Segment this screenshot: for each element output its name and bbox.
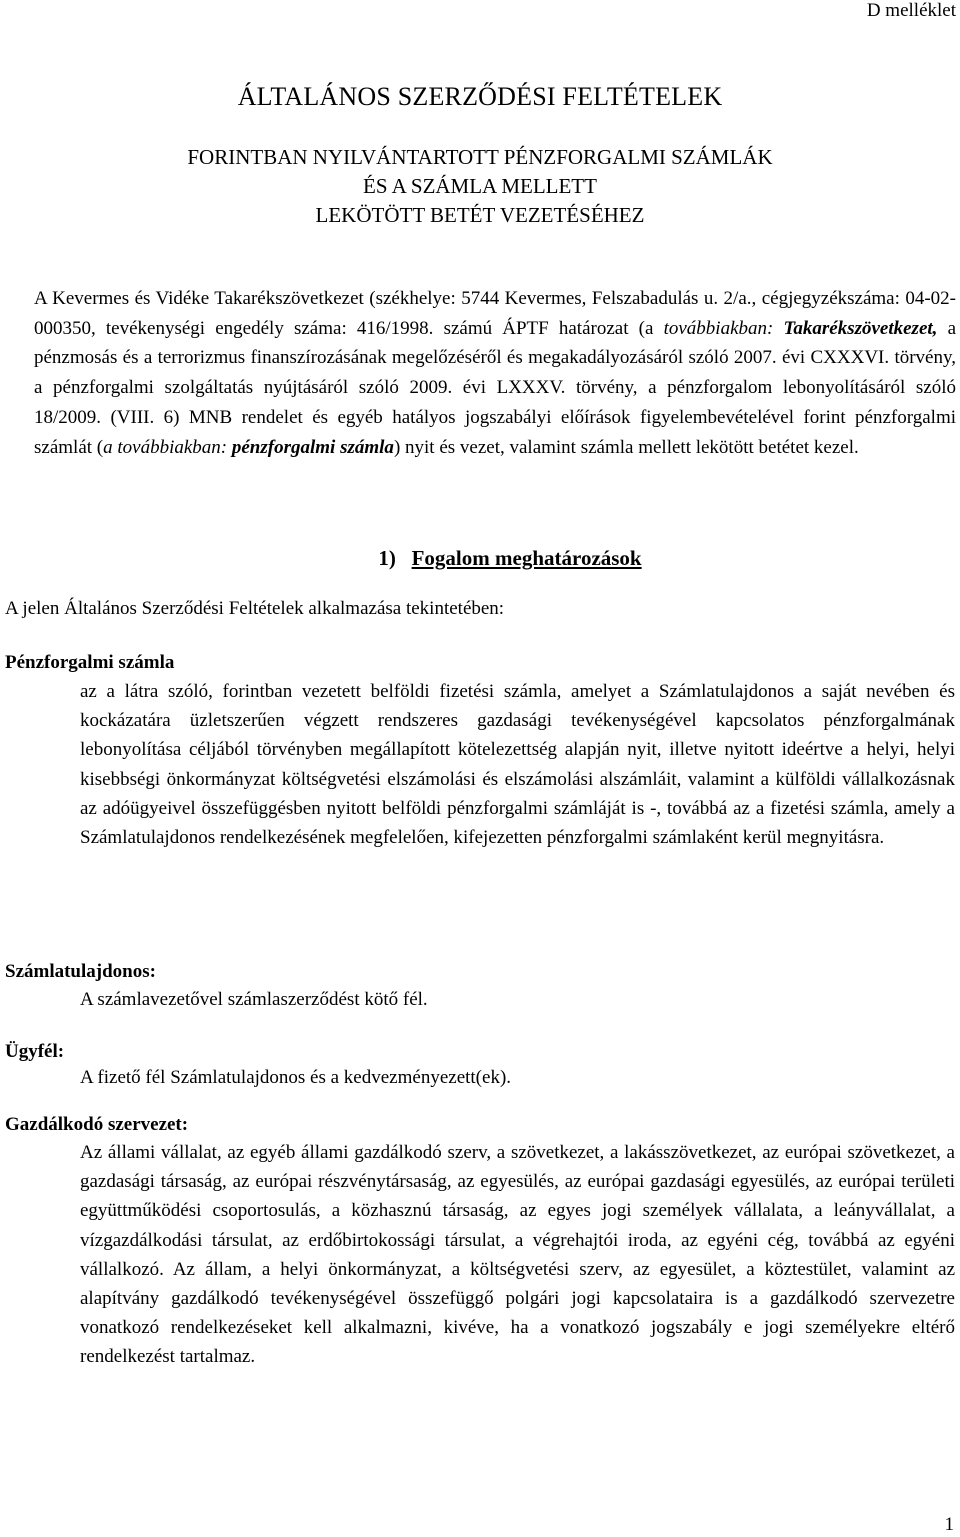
intro-paragraph: [34, 284, 956, 462]
intro-italic-1: továbbiakban:: [663, 317, 774, 339]
definition-szamlatulajdonos: A számlavezetővel számlaszerződést kötő fél.: [80, 989, 428, 1010]
definition-ugyfel: A fizető fél Számlatulajdonos és a kedvezményezett(ek).: [80, 1067, 512, 1088]
section-title: Fogalom meghatározások: [411, 546, 642, 570]
term-szamlatulajdonos: Számlatulajdonos:: [5, 961, 156, 982]
lead-paragraph: A jelen Általános Szerződési Feltételek alkalmazása tekintetében:: [5, 598, 505, 619]
intro-bold-italic-1: Takarékszövetkezet,: [783, 317, 938, 339]
subtitle-line-3: LEKÖTÖTT BETÉT VEZETÉSÉHEZ: [315, 203, 645, 227]
definition-gazdalkodo-szervezet: Az állami vállalat, az egyéb állami gazdálkodó szerv, a szövetkezet, a lakásszövetkezet, az európai szövetkezet, a gazdasági társaság, az európai részvénytársaság, az egyesülés, az európai gazdasági egyesülés, az európai területi együttműködési csoportosulás, a közhasznú társaság, az egyes jogi személyek vállalata, a leányvállalat, a vízgazdálkodási társulat, az erdőbirtokossági társulat, a végrehajtói iroda, az egyéni cég, továbbá az egyéni vállalkozó. Az állam, a helyi önkormányzat, a költségvetési szerv, az egyesület, a köztestület, valamint az alapítvány gazdálkodó tevékenységével összefüggő polgári jogi kapcsolataira is a gazdálkodó szervezetre vonatkozó rendelkezéseket kell alkalmazni, kivéve, ha a vonatkozó jogszabály e jogi személyekre eltérő rendelkezést tartalmaz.: [80, 1142, 955, 1368]
document-title: ÁLTALÁNOS SZERZŐDÉSI FELTÉTELEK: [237, 82, 723, 111]
intro-text-1: A Kevermes és Vidéke Takarékszövetkezet (székhelye: 5744 Kevermes, Felszabadulás u. 2/a., cégjegyzékszáma: 04-02-000350, tevékenységi engedély száma: 416/1998. számú ÁPTF határozat (a: [34, 288, 956, 339]
intro-italic-2: a továbbiakban:: [103, 436, 228, 458]
term-gazdalkodo-szervezet: Gazdálkodó szervezet:: [5, 1114, 189, 1135]
section-heading: [0, 543, 960, 573]
intro-text-2: a pénzmosás és a terrorizmus finanszírozásának megelőzéséről és megakadályozásáról szóló 2007. évi CXXXVI. törvény, a pénzforgalmi szolgáltatás nyújtásáról szóló 2009. évi LXXXV. törvény, a pénzforgalom lebonyolításáról szóló 18/2009. (VIII. 6) MNB rendelet és egyéb hatályos jogszabályi előírások figyelembevételével forint pénzforgalmi számlát (: [34, 317, 957, 458]
term-penzforgalmi-szamla: Pénzforgalmi számla: [5, 652, 175, 673]
subtitle-line-1: FORINTBAN NYILVÁNTARTOTT PÉNZFORGALMI SZÁMLÁK: [187, 145, 773, 169]
page-number: 1: [944, 1514, 954, 1535]
intro-text-3: ) nyit és vezet, valamint számla mellett lekötött betétet kezel.: [393, 436, 859, 458]
term-ugyfel: Ügyfél:: [5, 1041, 65, 1062]
document-subtitle: [0, 143, 960, 230]
section-number: 1): [378, 546, 396, 570]
intro-bold-italic-2: pénzforgalmi számla: [231, 436, 394, 458]
definition-penzforgalmi-szamla: az a látra szóló, forintban vezetett belföldi fizetési számla, amelyet a Számlatulajdonos a saját nevében és kockázatára üzletszerűen végzett rendszeres gazdasági tevékenységével kapcsolatos pénzforgalmának lebonyolítása céljából törvényben megállapított kötelezettség alapján nyit, illetve nyitott ideértve a helyi, helyi kisebbségi önkormányzat költségvetési elszámolási és elszámolási alszámláit, valamint a külföldi vállalkozásnak az adóügyeivel összefüggésben nyitott belföldi pénzforgalmi számláját is -, továbbá az a fizetési számla, amely a Számlatulajdonos rendelkezésének megfelelően, kifejezetten pénzforgalmi számlaként kerül megnyitásra.: [80, 681, 955, 849]
annex-label: D melléklet: [866, 0, 956, 21]
subtitle-line-2: ÉS A SZÁMLA MELLETT: [363, 174, 597, 198]
